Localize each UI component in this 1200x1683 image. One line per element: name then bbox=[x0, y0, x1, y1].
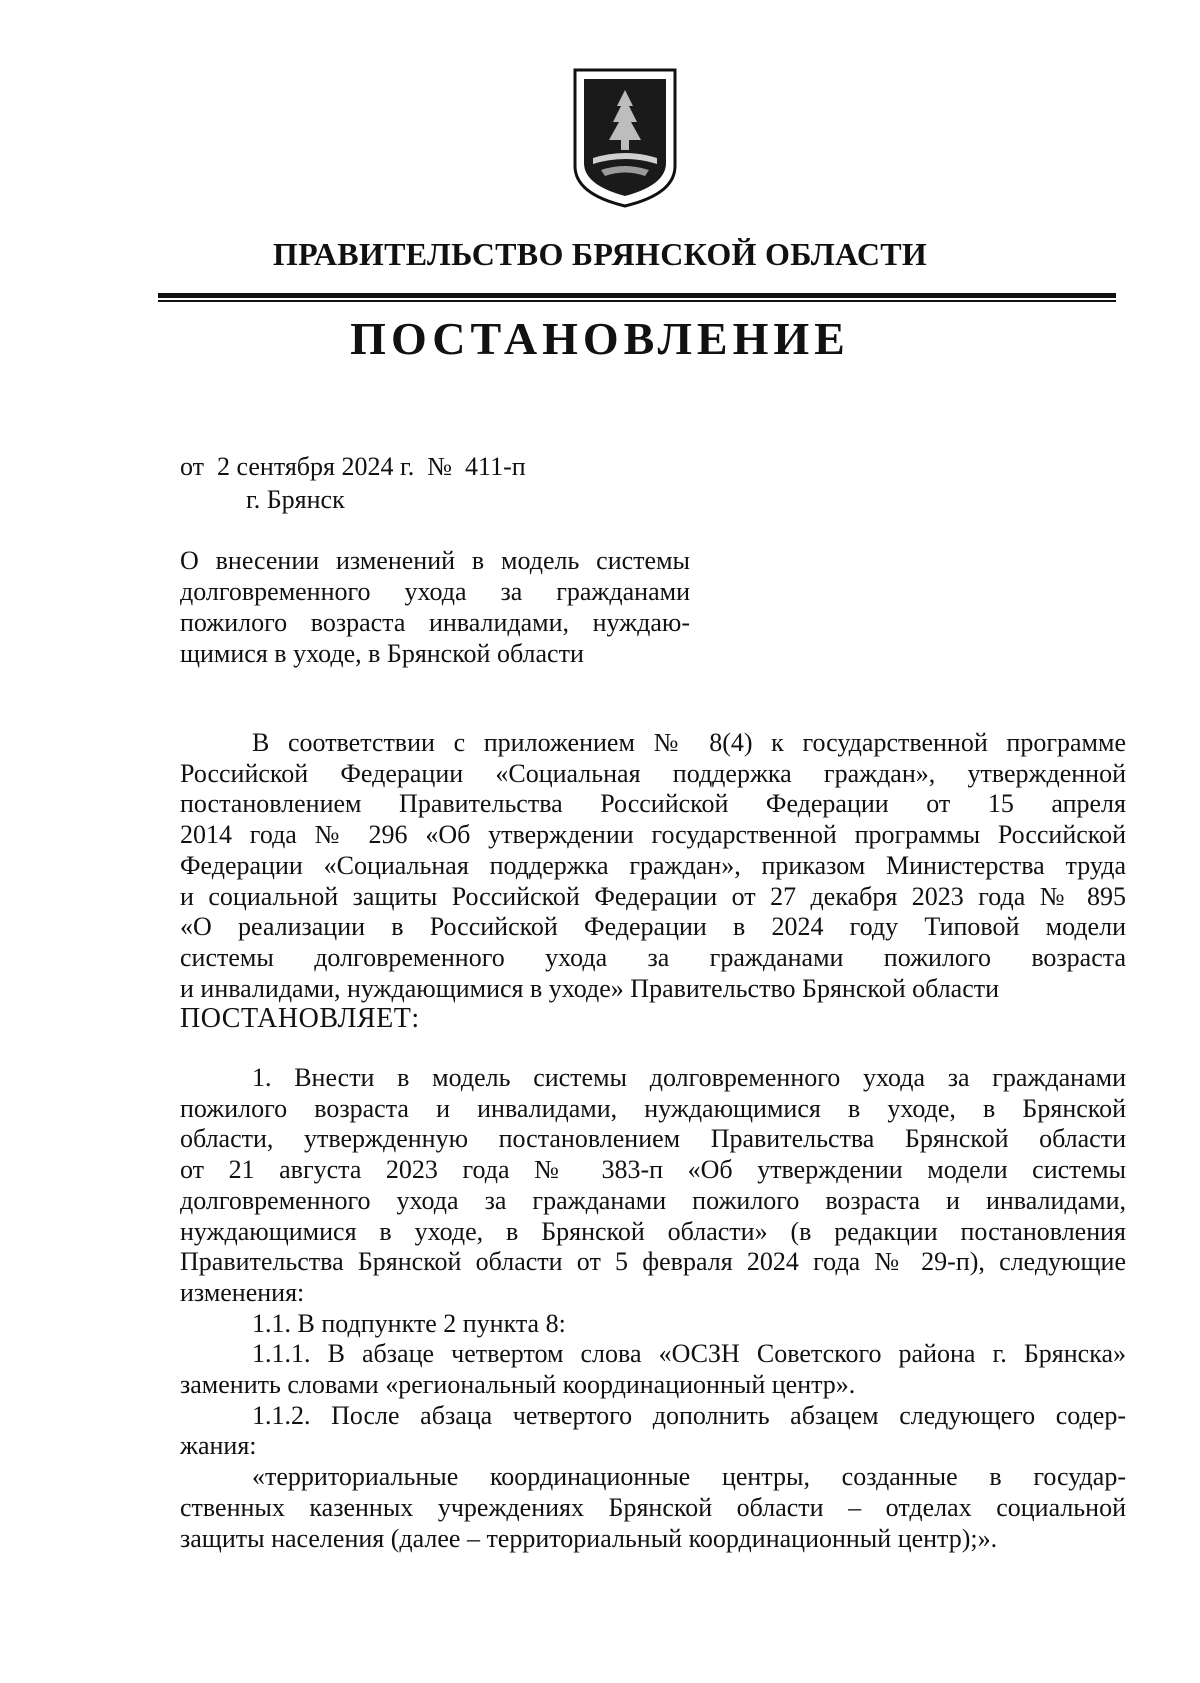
subject-line: долговременного ухода за гражданами bbox=[180, 577, 690, 606]
body-line: изменения: bbox=[180, 1277, 305, 1307]
body-line: нуждающимися в уходе, в Брянской области» (в редакции постановления bbox=[180, 1216, 1126, 1246]
subject-line: О внесении изменений в модель системы bbox=[180, 546, 690, 575]
body-line: от 21 августа 2023 года № 383-п «Об утверждении модели системы bbox=[180, 1155, 1126, 1185]
preamble-line: 2014 года № 296 «Об утверждении государственной программы Российской bbox=[180, 820, 1126, 850]
body-line: долговременного ухода за гражданами пожилого возраста и инвалидами, bbox=[180, 1185, 1126, 1215]
preamble-line: В соответствии с приложением № 8(4) к государственной программе bbox=[252, 728, 1126, 757]
organization-name: ПРАВИТЕЛЬСТВО БРЯНСКОЙ ОБЛАСТИ bbox=[272, 236, 928, 272]
document-date-number: от 2 сентября 2024 г. № 411-п bbox=[180, 452, 526, 481]
preamble-line: постановлением Правительства Российской Федерации от 15 апреля bbox=[180, 789, 1126, 819]
body-line: 1. Внести в модель системы долговременного ухода за гражданами bbox=[252, 1063, 1126, 1092]
body-line: 1.1. В подпункте 2 пункта 8: bbox=[252, 1308, 566, 1338]
resolves-heading: ПОСТАНОВЛЯЕТ: bbox=[180, 1003, 420, 1034]
document-city: г. Брянск bbox=[246, 485, 345, 514]
body-line: заменить словами «региональный координационный центр». bbox=[180, 1370, 856, 1400]
body-line: Правительства Брянской области от 5 февраля 2024 года № 29-п), следующие bbox=[180, 1247, 1126, 1277]
body-line: 1.1.2. После абзаца четвертого дополнить абзацем следующего содер- bbox=[252, 1400, 1126, 1430]
body-line: ственных казенных учреждениях Брянской области – отделах социальной bbox=[180, 1492, 1126, 1522]
body-line: защиты населения (далее – территориальный координационный центр);». bbox=[180, 1523, 998, 1553]
preamble-line: Федерации «Социальная поддержка граждан», приказом Министерства труда bbox=[180, 850, 1126, 880]
document-type-title: ПОСТАНОВЛЕНИЕ bbox=[350, 313, 850, 364]
preamble-line: и инвалидами, нуждающимися в уходе» Правительство Брянской области bbox=[180, 973, 1000, 1003]
subject-line: щимися в уходе, в Брянской области bbox=[180, 639, 584, 668]
body-line: пожилого возраста и инвалидами, нуждающимися в уходе, в Брянской bbox=[180, 1093, 1126, 1123]
body-line: области, утвержденную постановлением Правительства Брянской области bbox=[180, 1124, 1126, 1154]
preamble-paragraph bbox=[180, 728, 1126, 1004]
body-line: жания: bbox=[180, 1431, 257, 1461]
body-line: «территориальные координационные центры, созданные в государ- bbox=[252, 1462, 1126, 1492]
body-line: 1.1.1. В абзаце четвертом слова «ОСЗН Советского района г. Брянска» bbox=[252, 1339, 1126, 1369]
preamble-line: Российской Федерации «Социальная поддержка граждан», утвержденной bbox=[180, 758, 1126, 788]
coat-of-arms-emblem bbox=[571, 66, 679, 210]
preamble-line: системы долговременного ухода за гражданами пожилого возраста bbox=[180, 942, 1126, 972]
document-subject bbox=[180, 545, 690, 669]
header-divider-thick bbox=[158, 293, 1116, 298]
preamble-line: «О реализации в Российской Федерации в 2024 году Типовой модели bbox=[180, 912, 1126, 942]
preamble-line: и социальной защиты Российской Федерации от 27 декабря 2023 года № 895 bbox=[180, 881, 1126, 911]
subject-line: пожилого возраста инвалидами, нуждаю- bbox=[180, 608, 690, 637]
resolution-body bbox=[180, 1063, 1126, 1554]
header-divider-thin bbox=[158, 300, 1116, 302]
